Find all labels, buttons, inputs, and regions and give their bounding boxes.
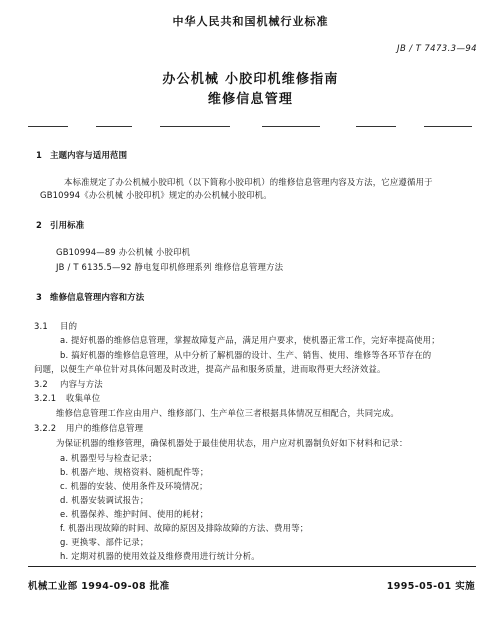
divider-segment bbox=[28, 126, 68, 127]
clause-3-2-number: 3.2 bbox=[34, 379, 48, 389]
clause-3-1-title: 目的 bbox=[60, 321, 78, 331]
list-item: e. 机器保养、维护时间、使用的耗材； bbox=[60, 509, 209, 519]
approval-info: 机械工业部 1994-09-08 批准 bbox=[28, 581, 170, 592]
clause-3-2-2-title: 用户的维修信息管理 bbox=[66, 423, 144, 433]
section-2-heading: 引用标准 bbox=[50, 220, 85, 230]
section-1-body: 本标准规定了办公机械小胶印机（以下简称小胶印机）的维修信息管理内容及方法，它应遵循用于 bbox=[64, 177, 433, 187]
section-1-heading: 主题内容与适用范围 bbox=[50, 150, 128, 160]
divider-segment bbox=[96, 126, 132, 127]
section-1-number: 1 bbox=[36, 150, 43, 160]
list-item: g. 更换零、部件记录； bbox=[60, 537, 149, 547]
clause-3-1-item-a: a. 提好机器的维修信息管理，掌握故障复产品，满足用户要求，使机器正常工作，完好率提高使用； bbox=[60, 335, 440, 345]
clause-3-2-2-body: 为保证机器的维修管理，确保机器处于最佳使用状态，用户应对机器制负好如下材料和记录： bbox=[56, 438, 408, 448]
document-title: 办公机械 小胶印机维修指南 bbox=[162, 72, 339, 87]
section-3-heading: 维修信息管理内容和方法 bbox=[50, 292, 145, 302]
section-1-body-cont: GB10994《办公机械 小胶印机》规定的办公机械小胶印机。 bbox=[40, 190, 272, 200]
list-item: c. 机器的安装、使用条件及环境情况； bbox=[60, 481, 208, 491]
standard-number: JB / T 7473.3—94 bbox=[397, 44, 477, 54]
divider-segment bbox=[262, 126, 320, 127]
document-subtitle: 维修信息管理 bbox=[207, 92, 294, 107]
section-3-number: 3 bbox=[36, 292, 43, 302]
reference-item: GB10994—89 办公机械 小胶印机 bbox=[56, 247, 191, 257]
list-item: b. 机器产地、规格资料、随机配件等； bbox=[60, 467, 209, 477]
standard-category-header: 中华人民共和国机械行业标准 bbox=[172, 15, 329, 28]
clause-3-2-1-body: 维修信息管理工作应由用户、维修部门、生产单位三者根据具体情况互相配合，共同完成。 bbox=[56, 408, 399, 418]
list-item: h. 定期对机器的使用效益及维修费用进行统计分析。 bbox=[60, 551, 260, 561]
divider-segment bbox=[356, 126, 396, 127]
reference-item: JB / T 6135.5—92 静电复印机修理系列 维修信息管理方法 bbox=[56, 262, 284, 272]
list-item: a. 机器型号与检查记录； bbox=[60, 453, 157, 463]
clause-3-1-number: 3.1 bbox=[34, 321, 48, 331]
effective-date: 1995-05-01 实施 bbox=[386, 581, 475, 592]
divider-segment bbox=[424, 126, 472, 127]
clause-3-1-item-b: b. 搞好机器的维修信息管理，从中分析了解机器的设计、生产、销售、使用、维修等各环节存在的 bbox=[60, 350, 432, 360]
footer-divider bbox=[28, 566, 476, 567]
section-2-number: 2 bbox=[36, 220, 43, 230]
list-item: d. 机器安装调试报告； bbox=[60, 495, 149, 505]
divider-segment bbox=[160, 126, 230, 127]
clause-3-2-2-number: 3.2.2 bbox=[34, 423, 57, 433]
clause-3-2-1-number: 3.2.1 bbox=[34, 393, 57, 403]
clause-3-2-title: 内容与方法 bbox=[60, 379, 103, 389]
clause-3-1-item-b-cont: 问题，以便生产单位针对具体问题及时改进，提高产品和服务质量，进而取得更大经济效益。 bbox=[34, 364, 386, 374]
list-item: f. 机器出现故障的时间、故障的原因及排除故障的方法、费用等； bbox=[60, 523, 309, 533]
clause-3-2-1-title: 收集单位 bbox=[66, 393, 101, 403]
